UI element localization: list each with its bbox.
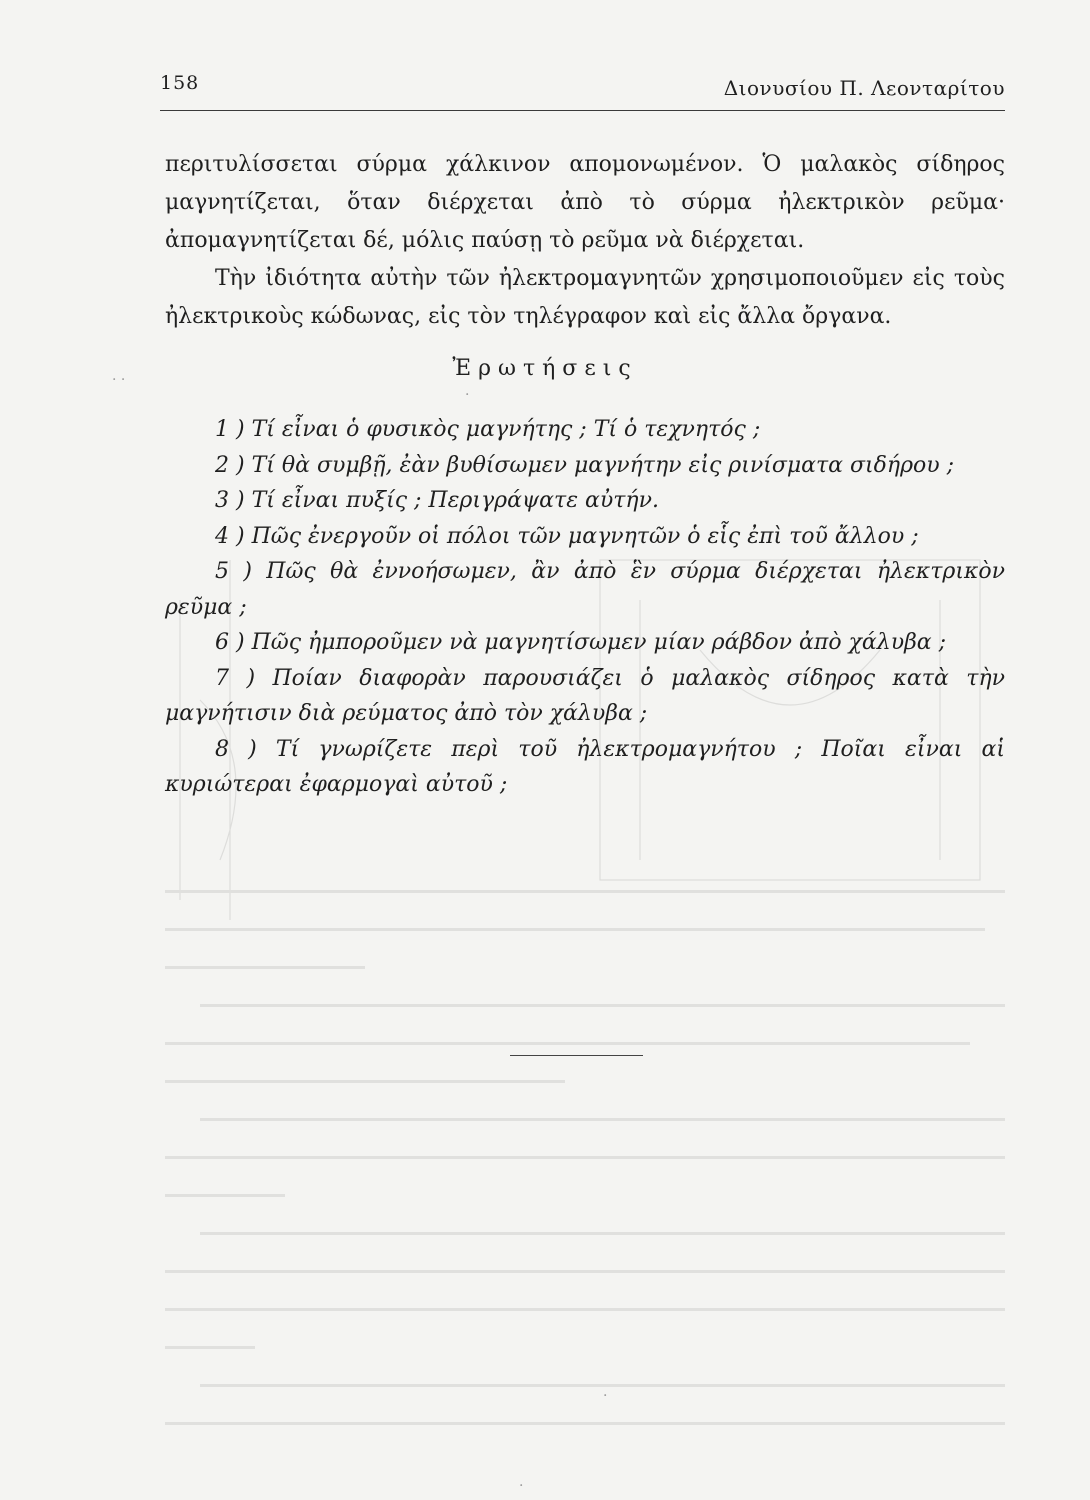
question-item: 8 ) Τί γνωρίζετε περὶ τοῦ ἠλεκτρομαγνήτου ; Ποῖαι εἶναι αἱ κυριώτεραι ἐφαρμογαὶ αὐτοῦ ; [165,736,1005,797]
section-divider [510,1055,643,1056]
question-item: 4 ) Πῶς ἐνεργοῦν οἱ πόλοι τῶν μαγνητῶν ὁ εἷς ἐπὶ τοῦ ἄλλου ; [215,523,919,549]
page-header [160,66,1005,111]
print-speck: · [465,387,470,403]
question-item: 7 ) Ποίαν διαφορὰν παρουσιάζει ὁ μαλακὸς σίδηρος κατὰ τὴν μαγνήτισιν διὰ ρεύματος ἀπὸ τὸν χάλυβα ; [165,665,1005,726]
print-speck: · · [112,372,126,388]
question-item: 2 ) Τί θὰ συμβῇ, ἐὰν βυθίσωμεν μαγνήτην εἰς ρινίσματα σιδήρου ; [215,452,955,478]
print-speck: · [603,1388,608,1404]
paragraph: περιτυλίσσεται σύρμα χάλκινον απομονωμένον. Ὁ μαλακὸς σίδηρος μαγνητίζεται, ὅταν διέρχεται ἀπὸ τὸ σύρμα ἠλεκτρικὸν ρεῦμα· ἀπομαγνητίζεται δέ, μόλις παύσῃ τὸ ρεῦμα νὰ διέρχεται. [165,152,1005,253]
print-speck: · [519,1478,524,1494]
question-item: 1 ) Τί εἶναι ὁ φυσικὸς μαγνήτης ; Τί ὁ τεχνητός ; [215,417,761,442]
page-number: 158 [160,72,200,94]
section-title: Ἐρωτήσεις [452,356,638,381]
body-text [165,146,1005,336]
question-item: 6 ) Πῶς ἠμποροῦμεν νὰ μαγνητίσωμεν μίαν ράβδον ἀπὸ χάλυβα ; [215,630,947,655]
running-head: Διονυσίου Π. Λεονταρίτου [723,76,1005,100]
question-item: 3 ) Τί εἶναι πυξίς ; Περιγράψατε αὐτήν. [215,488,659,513]
question-item: 5 ) Πῶς θὰ ἐννοήσωμεν, ἂν ἀπὸ ἓν σύρμα διέρχεται ἠλεκτρικὸν ρεῦμα ; [165,559,1005,620]
questions-list [165,412,1005,803]
paragraph: Τὴν ἰδιότητα αὐτὴν τῶν ἠλεκτρομαγνητῶν χρησιμοποιοῦμεν εἰς τοὺς ἠλεκτρικοὺς κώδωνας, εἰς τὸν τηλέγραφον καὶ εἰς ἄλλα ὄργανα. [165,266,1005,329]
